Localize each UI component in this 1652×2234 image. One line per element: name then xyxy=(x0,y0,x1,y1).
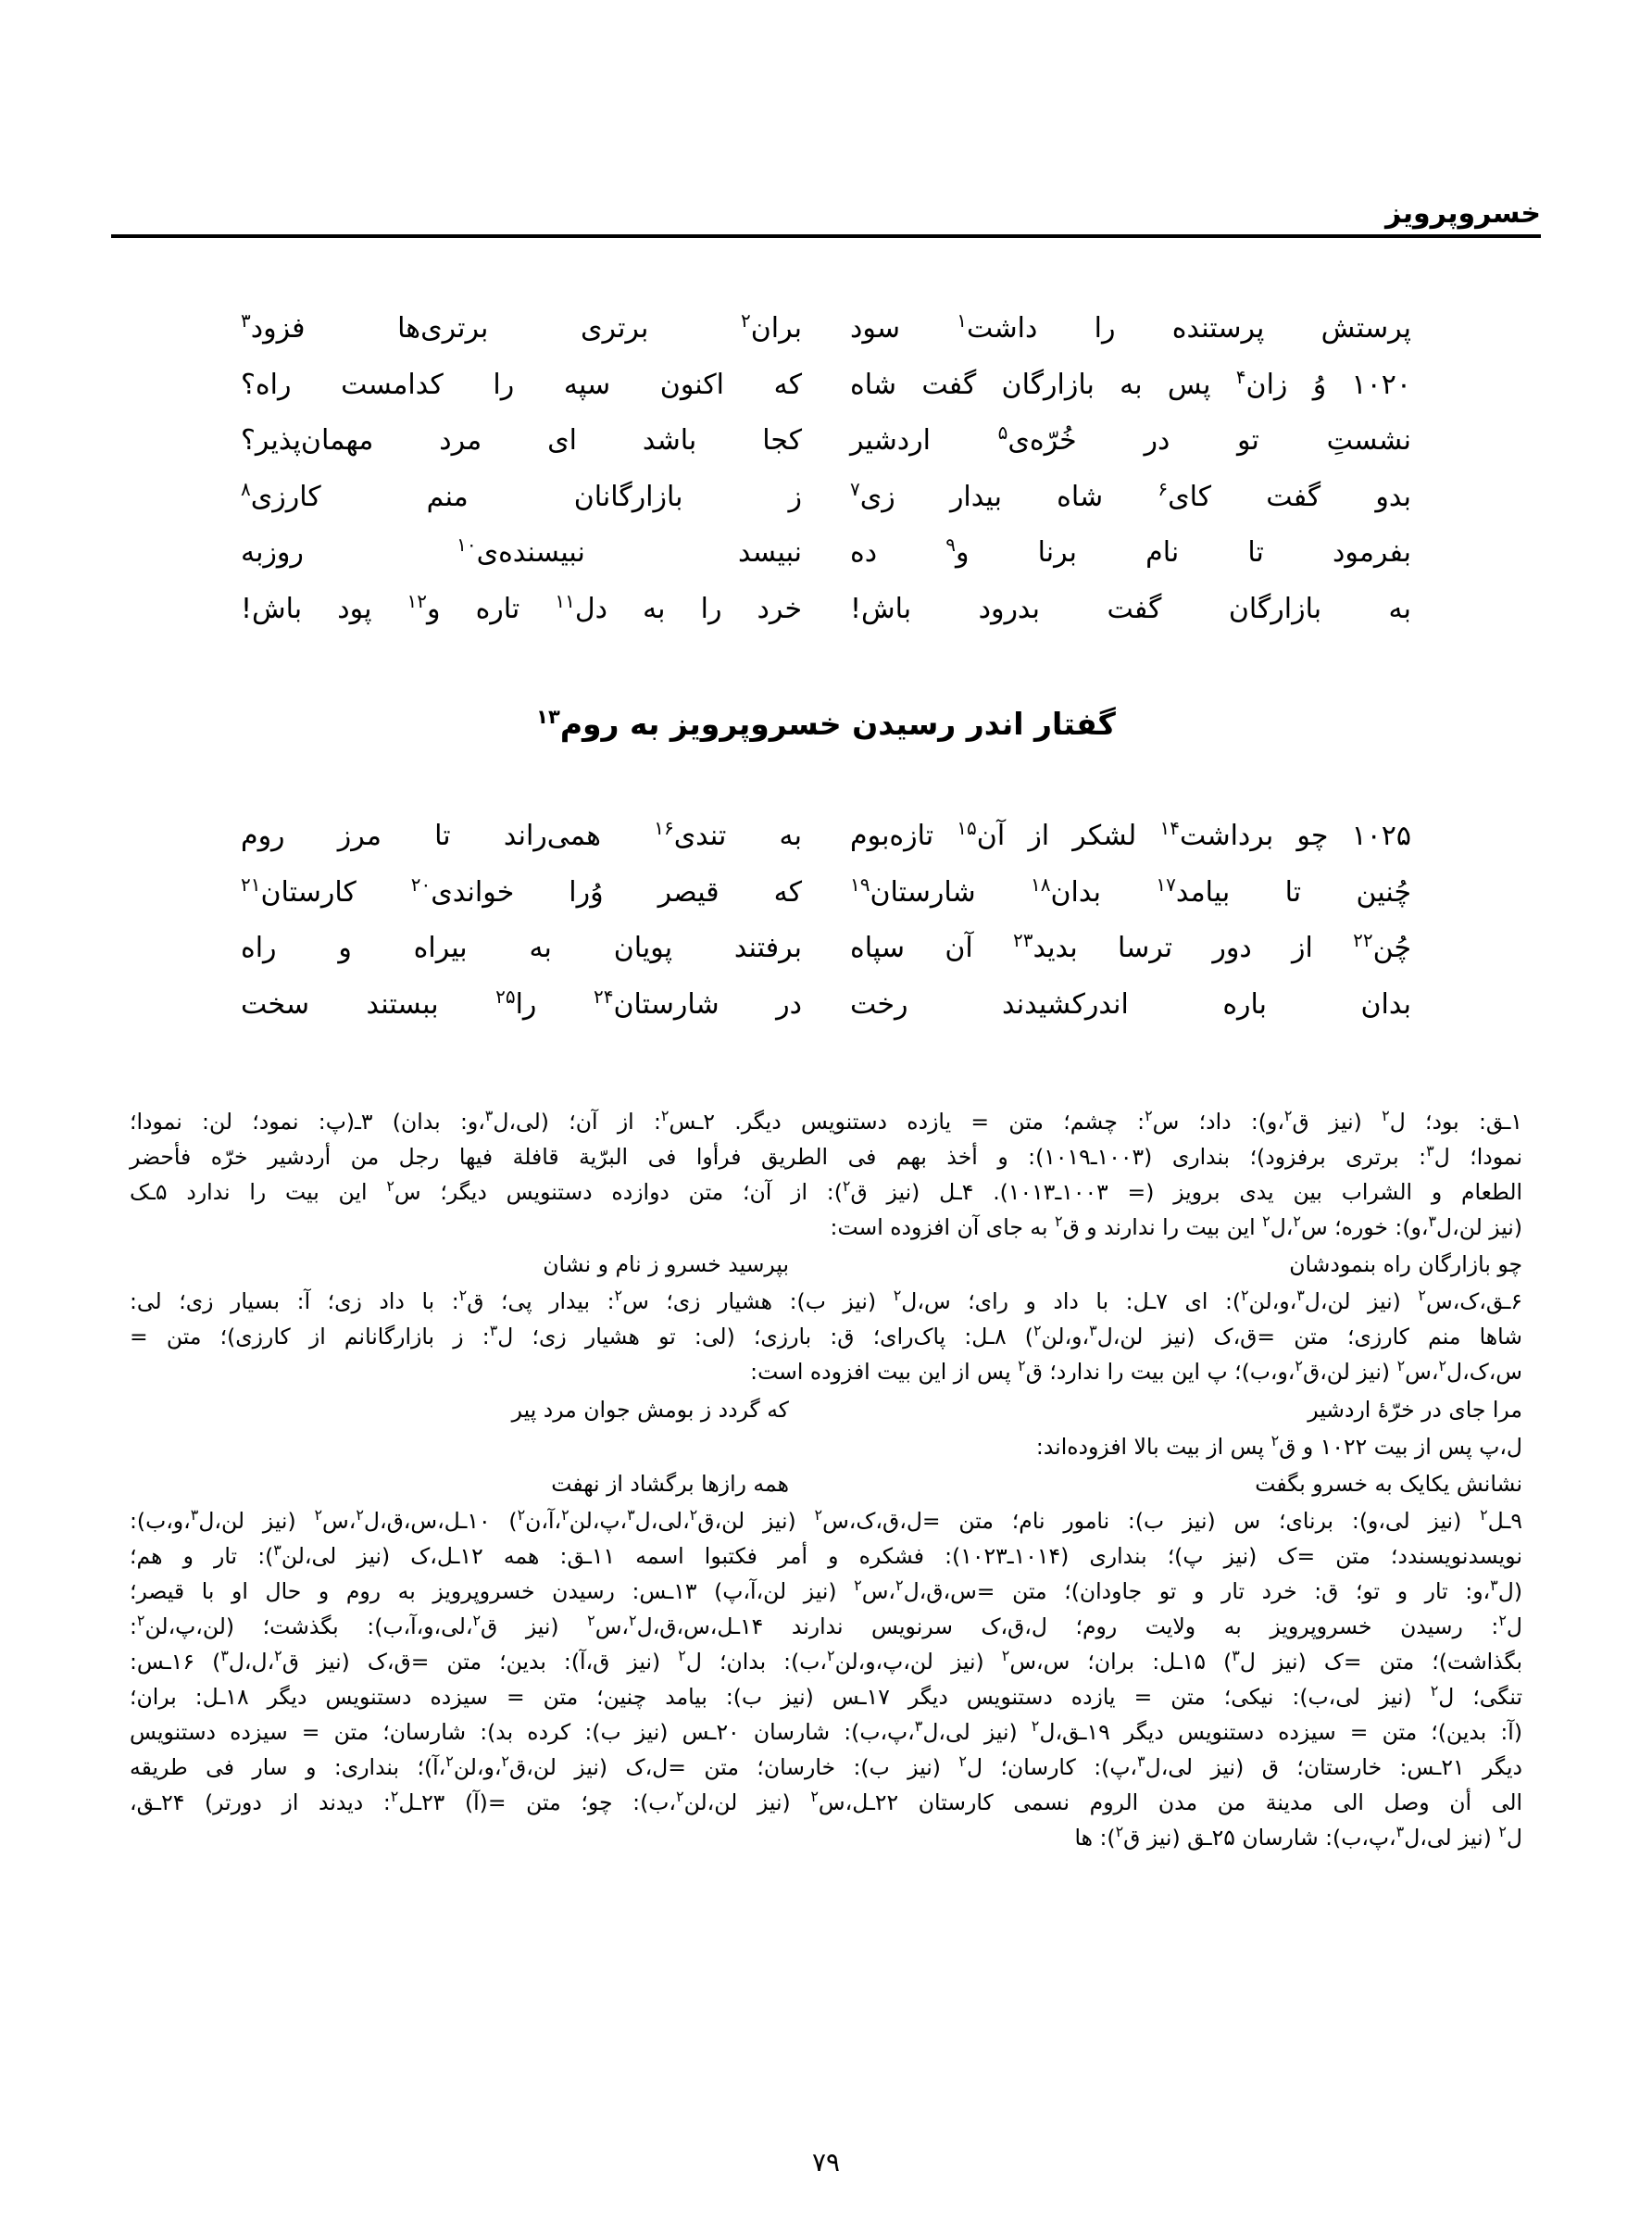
footnote-couplet-3-right: نشانش یکایک به خسرو بگفت xyxy=(1255,1470,1522,1497)
footnotes-group-2 xyxy=(130,1284,1522,1389)
footnote-couplet-3-left: همه رازها برگشاد از نهفت xyxy=(551,1470,789,1497)
footnote-couplet-1-left: بپرسید خسرو ز نام و نشان xyxy=(543,1251,789,1278)
couplet xyxy=(241,815,1411,857)
footnote-line: الی أن وصل الی مدینة من مدن الروم نسمی کارستان ۲۲ـل،س$^۲$ (نیز لن،لن$^۲$،ب): چو؛ متن =(آ) ۲۳ـل$^۲$: دیدند از دورتر) ۲۴ـق، xyxy=(130,1788,1523,1816)
hemistich-left: نبیسد نبیسنده‌ی$^{۱۰}$ روزبه xyxy=(241,533,803,569)
footnote-line: دیگر ۲۱ـس: خارستان؛ ق (نیز لی،ل$^۳$،پ): کارسان؛ ل$^۲$ (نیز ب): خارسان؛ متن =ل،ک (نیز لن،ق$^۲$،و،لن$^۲$،آ)؛ بنداری: و سار فی طریقه xyxy=(130,1752,1522,1781)
hemistich-left: ز بازارگانان منم کارزی$^۸$ xyxy=(241,477,802,513)
footnote-line: (ل$^۳$،و: تار و تو؛ ق: خرد تار و تو جاودان)؛ متن =س،ق،ل$^۲$،س$^۲$ (نیز لن،آ،پ) ۱۳ـس: رسیدن خسروپرویز به روم و حال او با قیصر؛ xyxy=(130,1575,1522,1604)
section-heading-text: گفتار اندر رسیدن خسروپرویز به روم xyxy=(559,706,1116,742)
couplet xyxy=(241,420,1411,461)
hemistich-right: چُنین تا بیامد$^{۱۷}$ بدان$^{۱۸}$ شارستان$^{۱۹}$ xyxy=(850,872,1411,909)
couplet xyxy=(241,588,1411,630)
footnote-couplet-2-left: که گردد ز بومش جوان مرد پیر xyxy=(511,1396,789,1423)
footnote-line: بگذاشت)؛ متن =ک (نیز ل$^۳$) ۱۵ـل: بران؛ س،س$^۲$ (نیز لن،پ،و،لن$^۲$،ب): بدان؛ ل$^۲$ (نیز ق،آ): بدین؛ متن =ق،ک (نیز ق$^۲$،ل،ل$^۳$) ۱۶ـس: xyxy=(130,1647,1523,1675)
footnote-line: شاها منم کارزی؛ متن =ق،ک (نیز لن،ل$^۳$،و،لن$^۲$) ۸ـل: پاک‌رای؛ ق: بارزی؛ (لی: تو هشیار زی؛ ل$^۳$: ز بازارگانانم از کارزی)؛ متن = xyxy=(130,1322,1522,1350)
footnote-line: (آ: بدین)؛ متن = سیزده دستنویس دیگر ۱۹ـق،ل$^۲$ (نیز لی،ل$^۳$،پ،ب): شارسان ۲۰ـس (نیز ب): کرده بد): شارسان؛ متن = سیزده دستنویس xyxy=(130,1717,1522,1746)
running-head-area xyxy=(111,198,1541,238)
footnote-line: الطعام و الشراب بین یدی برویز (= ۱۰۰۳ـ۱۰۱۳). ۴ـل (نیز ق$^۲$): از آن؛ متن دوازده دستنویس دیگر؛ س$^۲$ این بیت را ندارد ۵ـک xyxy=(130,1177,1523,1206)
hemistich-left: که قیصر وُرا خواندی$^{۲۰}$ کارستان$^{۲۱}$ xyxy=(241,872,802,909)
hemistich-left: خرد را به دل$^{۱۱}$ تاره و$^{۱۲}$ پود باش! xyxy=(241,589,802,625)
verse-block-lower xyxy=(241,815,1411,1039)
section-heading-footnote-marker: ۱۳ xyxy=(536,706,560,728)
hemistich-left: کجا باشد ای مرد مهمان‌پذیر؟ xyxy=(241,424,802,457)
footnote-line: نویسد‌نویسندد؛ متن =ک (نیز پ)؛ بنداری (۱۰۱۴ـ۱۰۲۳): فشکره و أمر فکتبوا اسمه ۱۱ـق: همه ۱۲ـل،ک (نیز لی،لن$^۳$): تار و هم؛ xyxy=(130,1540,1522,1569)
footnotes-group-4 xyxy=(130,1503,1522,1856)
footnote-line: ل،پ پس از بیت ۱۰۲۲ و ق$^۲$ پس از بیت بالا افزوده‌اند: xyxy=(1035,1431,1522,1460)
page-number: ۷۹ xyxy=(811,2147,841,2178)
footnote-quoted-couplet-3 xyxy=(130,1466,1522,1501)
hemistich-right: چُن$^{۲۲}$ از دور ترسا بدید$^{۲۳}$ آن سپاه xyxy=(850,929,1411,964)
hemistich-right: نشستِ تو در خُرّه‌ی$^۵$ اردشیر xyxy=(850,421,1411,457)
footnote-line: ۱ـق: بود؛ ل$^۲$ (نیز ق$^۲$،و): داد؛ س$^۲$: چشم؛ متن = یازده دستنویس دیگر. ۲ـس$^۲$: از آن؛ (لی،ل$^۳$،و: بدان) ۳ـ(پ: نمود؛ لن: نمودا؛ xyxy=(130,1107,1522,1135)
hemistich-right: ۱۰۲۵ چو برداشت$^{۱۴}$ لشکر از آن$^{۱۵}$ تازه‌بوم xyxy=(850,817,1412,852)
footnotes-apparatus xyxy=(130,1104,1522,1855)
hemistich-right: بدان باره اندرکشیدند رخت xyxy=(850,987,1411,1021)
couplet xyxy=(241,364,1411,406)
hemistich-left: در شارستان$^{۲۴}$ را$^{۲۵}$ ببستند سخت xyxy=(241,985,803,1021)
couplet xyxy=(241,532,1411,573)
hemistich-left: به تندی$^{۱۶}$ همی‌راند تا مرز روم xyxy=(241,817,802,852)
footnote-quoted-couplet-1 xyxy=(130,1247,1522,1282)
couplet xyxy=(241,984,1411,1025)
couplet xyxy=(241,476,1411,518)
footnote-line: نمودا؛ ل$^۳$: برتری برفزود)؛ بنداری (۱۰۰۳ـ۱۰۱۹): و أخذ بهم فی الطریق فرأوا فی البرّیة قافلة فیها رجل من أردشیر خرّه فأحضر xyxy=(130,1142,1522,1171)
footnote-line: ل$^۲$: رسیدن خسروپرویز به ولایت روم؛ ل،ق،ک سرنویس ندارند ۱۴ـل،س،ق،ل$^۲$،س$^۲$ (نیز ق$^۲$،لی،و،آ،ب): بگذشت؛ (لن،پ،لن$^۲$: xyxy=(130,1612,1522,1639)
hemistich-right: به بازارگان گفت بدرود باش! xyxy=(850,592,1411,625)
footnotes-group-1 xyxy=(130,1104,1522,1245)
verse-block-upper xyxy=(241,307,1411,644)
hemistich-right: بدو گفت کای$^۶$ شاه بیدار زی$^۷$ xyxy=(850,477,1412,513)
footnote-quoted-couplet-2 xyxy=(130,1392,1522,1427)
hemistich-left: که اکنون سپه را کدامست راه؟ xyxy=(241,368,802,401)
hemistich-right: پرستش پرستنده را داشت$^۱$ سود xyxy=(850,309,1411,345)
header-rule xyxy=(111,234,1541,238)
footnote-line: ۹ـل$^۲$ (نیز لی،و): برنای؛ س (نیز ب): نامور نام؛ متن =ل،ق،ک،س$^۲$ (نیز لن،ق$^۲$،لی،ل$^۳$،پ،لن$^۲$،آ،ن$^۲$) ۱۰ـل،س،ق،ل$^۲$،س$^۲$ (نیز لن،ل$^۳$،و،ب): xyxy=(130,1505,1522,1534)
footnote-couplet-1-right: چو بازارگان راه بنمودشان xyxy=(1289,1251,1522,1278)
footnote-line: تنگی؛ ل$^۲$ (نیز لی،ب): نیکی؛ متن = یازده دستنویس دیگر ۱۷ـس (نیز ب): بیامد چنین؛ متن = سیزده دستنویس دیگر ۱۸ـل: بران؛ xyxy=(130,1682,1522,1710)
section-heading xyxy=(241,706,1411,742)
footnote-couplet-2-right: مرا جای در خرّهٔ اردشیر xyxy=(1308,1396,1522,1423)
footnotes-group-3 xyxy=(130,1429,1522,1464)
footnote-line: ل$^۲$ (نیز لی،ل$^۳$،پ،ب): شارسان ۲۵ـق (نیز ق$^۲$): ها xyxy=(1074,1823,1522,1851)
hemistich-right: ۱۰۲۰ وُ زان$^۴$ پس به بازارگان گفت شاه xyxy=(850,365,1411,401)
footnote-line: (نیز لن،ل$^۳$،و): خوره؛ س$^۲$،ل$^۲$ این بیت را ندارند و ق$^۲$ به جای آن افزوده است: xyxy=(830,1212,1522,1241)
hemistich-left: برفتند پویان به بیراه و راه xyxy=(241,932,802,964)
footnote-line: ۶ـق،ک،س$^۲$ (نیز لن،ل$^۳$،و،لن$^۲$): ای ۷ـل: با داد و رای؛ س،ل$^۲$ (نیز ب): هشیار زی؛ س$^۲$: بیدار پی؛ ق$^۲$: با داد زی؛ آ: بسیار زی؛ لی: xyxy=(130,1286,1522,1315)
hemistich-left: بران$^۲$ برتری برتری‌ها فزود$^۳$ xyxy=(241,309,802,345)
footnote-line: س،ک،ل$^۲$،س$^۲$ (نیز لن،ق$^۲$،و،ب)؛ پ این بیت را ندارد؛ ق$^۲$ پس از این بیت افزوده است: xyxy=(750,1357,1522,1386)
couplet xyxy=(241,872,1411,913)
couplet xyxy=(241,307,1411,349)
couplet xyxy=(241,927,1411,969)
running-head-title: خسروپرویز xyxy=(1385,197,1541,230)
hemistich-right: بفرمود تا نام برنا و$^۹$ ده xyxy=(850,533,1411,569)
